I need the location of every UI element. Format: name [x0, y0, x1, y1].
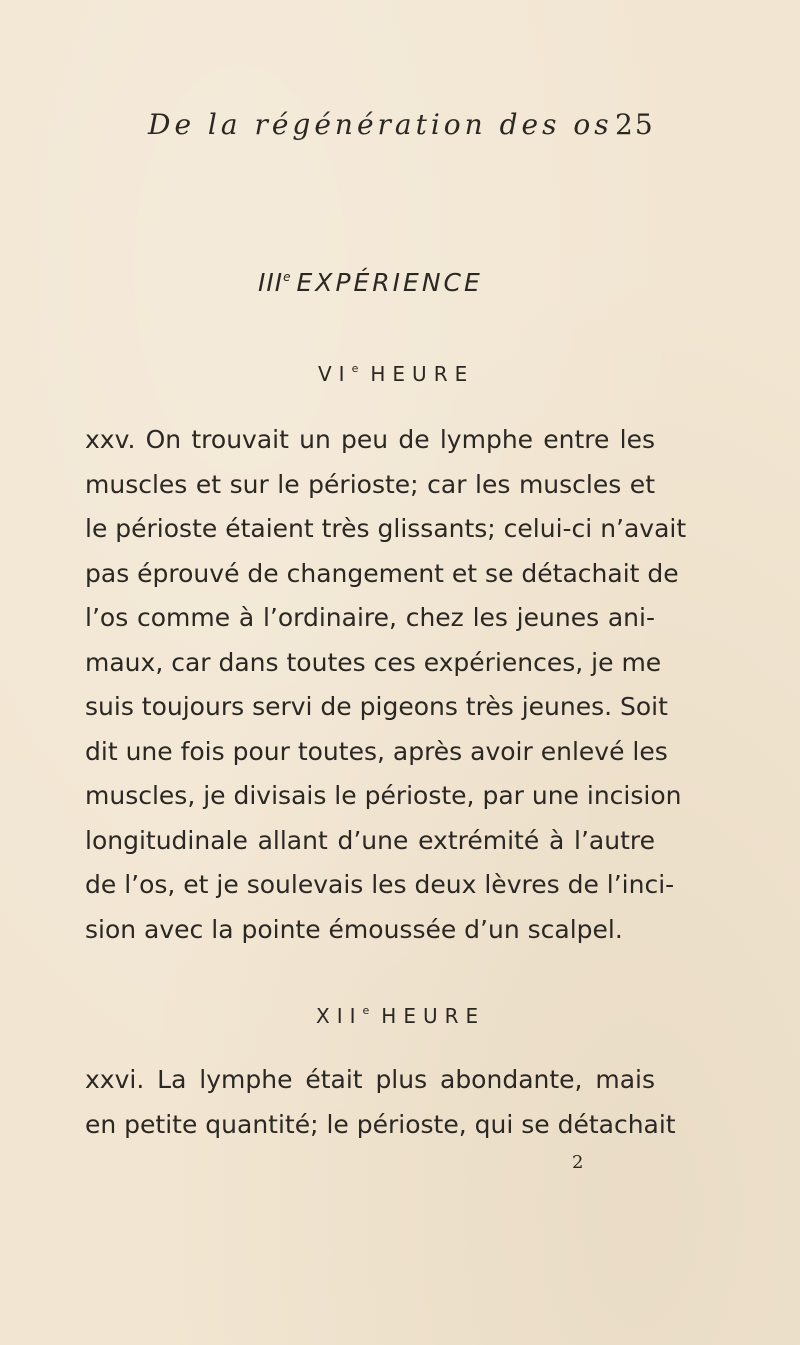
- paragraph-xxvi: [85, 1058, 676, 1147]
- paragraph-xxv: [85, 418, 687, 952]
- subhead-number: VI: [318, 362, 352, 386]
- text-line: de l’os, et je soulevais les deux lèvres de l’inci-: [85, 870, 675, 899]
- text-line: pas éprouvé de changement et se détachait de: [85, 558, 679, 588]
- subhead-number: XII: [316, 1004, 363, 1028]
- text-line: muscles et sur le périoste; car les muscles et: [85, 469, 655, 499]
- subhead-label: HEURE: [370, 362, 475, 386]
- subhead-superscript: e: [362, 1004, 370, 1017]
- section-number: III: [258, 268, 284, 297]
- text-line: dit une fois pour toutes, après avoir enlevé les: [85, 736, 668, 766]
- text-line: muscles, je divisais le périoste, par une incision: [85, 781, 682, 810]
- page-number: 25: [615, 108, 655, 141]
- text-line: l’os comme à l’ordinaire, chez les jeunes ani-: [85, 603, 655, 632]
- text-line: maux, car dans toutes ces expériences, je me: [85, 647, 662, 677]
- text-line: xxv. On trouvait un peu de lymphe entre les: [85, 425, 655, 454]
- text-line: sion avec la pointe émoussée d’un scalpel.: [85, 914, 623, 944]
- text-line: le périoste étaient très glissants; celui-ci n’avait: [85, 514, 687, 543]
- subhead-twelfth-hour: [316, 1004, 485, 1028]
- text-line: suis toujours servi de pigeons très jeunes. Soit: [85, 692, 668, 721]
- text-line: longitudinale allant d’une extrémité à l’autre: [85, 825, 655, 855]
- subhead-sixth-hour: [318, 362, 474, 386]
- running-head-title: De la régénération des os: [148, 108, 613, 141]
- section-title-text: EXPÉRIENCE: [296, 268, 483, 297]
- text-line: en petite quantité; le périoste, qui se détachait: [85, 1109, 676, 1139]
- signature-mark: 2: [572, 1152, 584, 1173]
- subhead-label: HEURE: [381, 1004, 486, 1028]
- section-number-superscript: e: [283, 270, 291, 284]
- section-title: [258, 268, 483, 297]
- text-line: xxvi. La lymphe était plus abondante, mais: [85, 1065, 655, 1094]
- subhead-superscript: e: [351, 362, 359, 375]
